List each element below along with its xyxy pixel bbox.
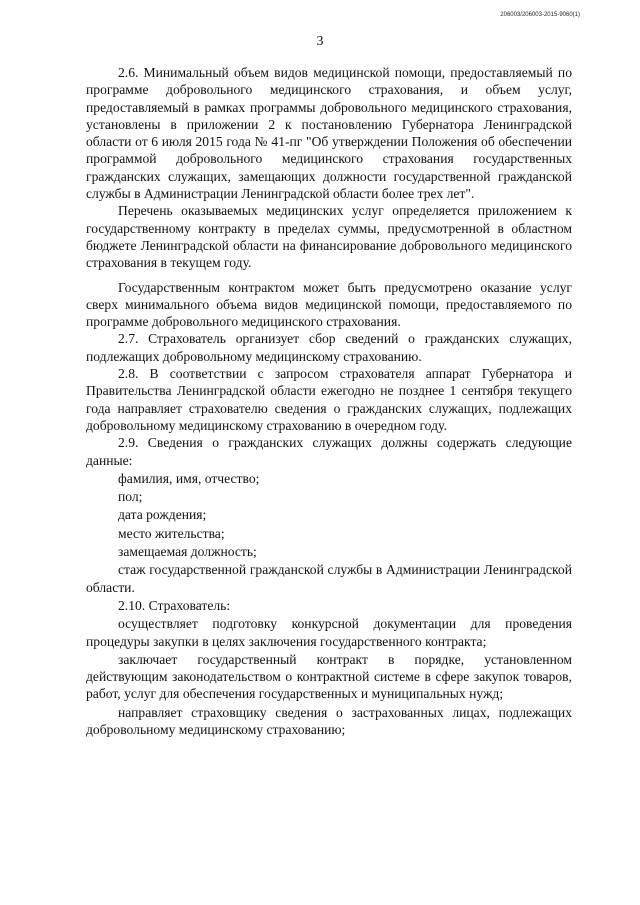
list-item: дата рождения; <box>118 507 207 523</box>
list-item: заключает государственный контракт в порядке, установленном действующим законодательством о контрактной системе в сфере закупок товаров, работ, услуг для обеспечения государственных и муниципальных нужд; <box>86 651 572 702</box>
list-item: замещаемая должность; <box>118 544 257 560</box>
paragraph-contract-extra: Государственным контрактом может быть предусмотрено оказание услуг сверх минимального объема видов медицинской помощи, предоставляемого по программе добровольного медицинского страхования. <box>86 279 572 330</box>
paragraph-2-6: 2.6. Минимальный объем видов медицинской помощи, предоставляемый по программе добровольного медицинского страхования, и объем услуг, предоставляемый в рамках программы добровольного медицинского страхования, установлены в приложении 2 к постановлению Губернатора Ленинградской области от 6 июля 2015 года № 41-пг "Об утверждении Положения об обеспечении программой добровольного медицинского страхования государственных гражданских служащих, замещающих должности государственной гражданской службы в Администрации Ленинградской области более трех лет". <box>86 65 572 202</box>
document-id: 206003/206003-2015-9060(1) <box>500 12 580 18</box>
page-number: 3 <box>316 34 324 49</box>
paragraph-2-10: 2.10. Страхователь: <box>118 597 231 613</box>
list-item: пол; <box>118 489 143 505</box>
paragraph-2-9: 2.9. Сведения о гражданских служащих должны содержать следующие данные: <box>86 435 572 468</box>
list-item: фамилия, имя, отчество; <box>118 470 260 486</box>
paragraph-2-8: 2.8. В соответствии с запросом страхователя аппарат Губернатора и Правительства Ленинградской области ежегодно не позднее 1 сентября текущего года направляет страхователю сведения о гражданских служащих, подлежащих добровольному медицинскому страхованию в очередном году. <box>86 366 572 433</box>
list-item: осуществляет подготовку конкурсной документации для проведения процедуры закупки в целях заключения государственного контракта; <box>86 616 572 649</box>
list-item: место жительства; <box>118 525 225 541</box>
list-item: стаж государственной гражданской службы в Администрации Ленинградской области. <box>86 562 572 595</box>
document-body <box>86 64 572 738</box>
paragraph-services-list: Перечень оказываемых медицинских услуг определяется приложением к государственному контракту в пределах суммы, предусмотренной в областном бюджете Ленинградской области на финансирование добровольного медицинского страхования в текущем году. <box>86 203 572 271</box>
paragraph-2-7: 2.7. Страхователь организует сбор сведений о гражданских служащих, подлежащих добровольному медицинскому страхованию. <box>86 331 572 364</box>
list-item: направляет страховщику сведения о застрахованных лицах, подлежащих добровольному медицинскому страхованию; <box>86 704 572 737</box>
